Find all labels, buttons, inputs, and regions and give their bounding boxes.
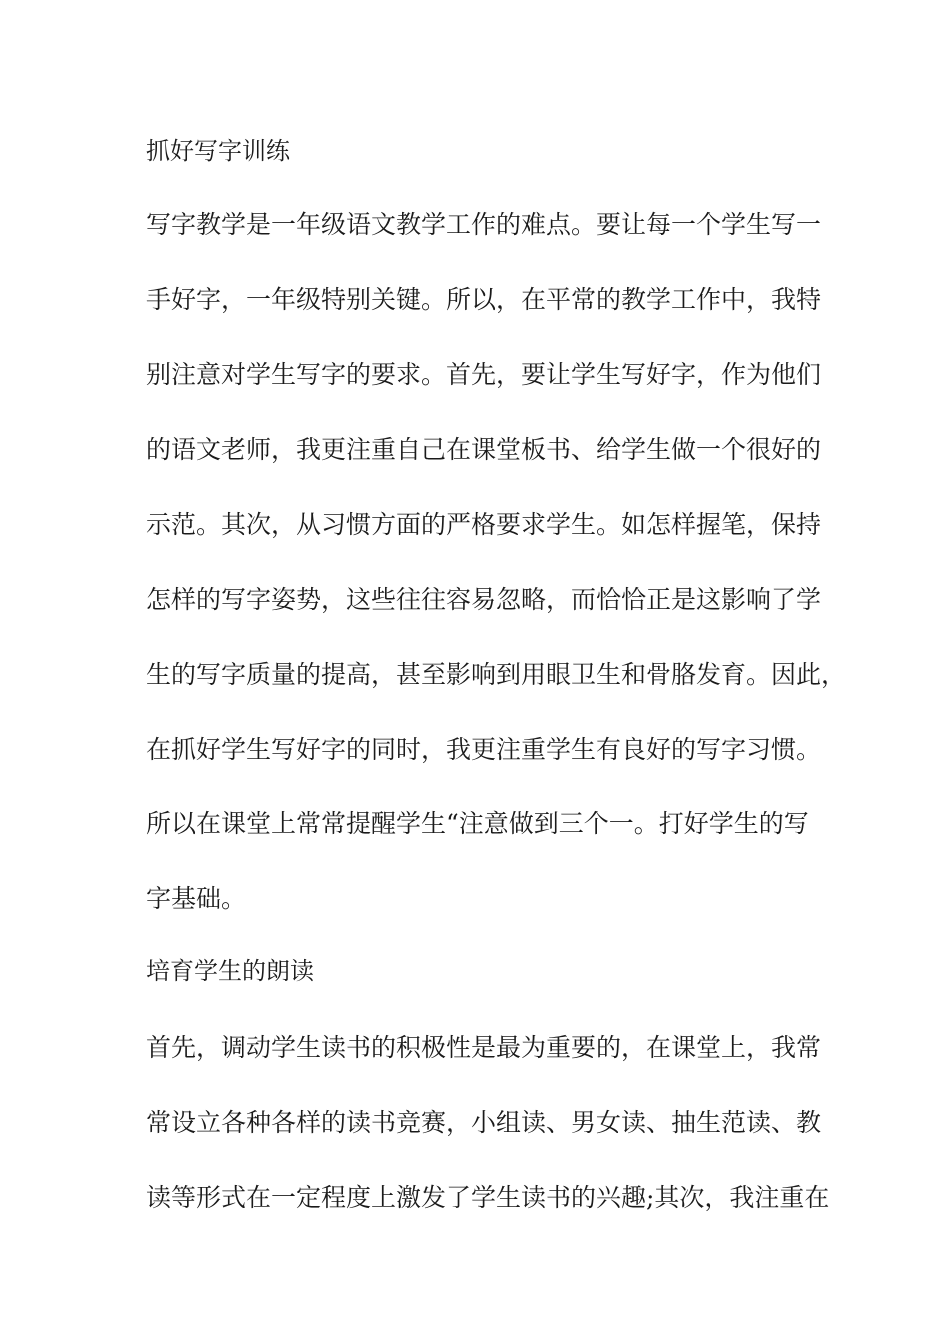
paragraph-line: 读等形式在一定程度上激发了学生读书的兴趣;其次，我注重在	[146, 1183, 830, 1212]
section-heading-writing: 抓好写字训练	[146, 137, 290, 165]
paragraph-line: 别注意对学生写字的要求。首先，要让学生写好字，作为他们	[146, 360, 822, 389]
paragraph-line: 生的写字质量的提高，甚至影响到用眼卫生和骨胳发育。因此，	[146, 660, 847, 689]
paragraph-line: 首先，调动学生读书的积极性是最为重要的，在课堂上，我常	[146, 1033, 822, 1062]
section-heading-reading: 培育学生的朗读	[146, 957, 314, 985]
paragraph-line: 所以在课堂上常常提醒学生“注意做到三个一。打好学生的写	[146, 809, 809, 838]
paragraph-line: 字基础。	[146, 884, 247, 913]
paragraph-line: 示范。其次，从习惯方面的严格要求学生。如怎样握笔，保持	[146, 510, 822, 539]
paragraph-line: 手好字，一年级特别关键。所以，在平常的教学工作中，我特	[146, 285, 822, 314]
paragraph-line: 怎样的写字姿势，这些往往容易忽略，而恰恰正是这影响了学	[146, 585, 822, 614]
paragraph-line: 常设立各种各样的读书竞赛，小组读、男女读、抽生范读、教	[146, 1108, 822, 1137]
paragraph-line: 的语文老师，我更注重自己在课堂板书、给学生做一个很好的	[146, 435, 822, 464]
paragraph-line: 在抓好学生写好字的同时，我更注重学生有良好的写字习惯。	[146, 735, 822, 764]
paragraph-line: 写字教学是一年级语文教学工作的难点。要让每一个学生写一	[146, 210, 822, 239]
